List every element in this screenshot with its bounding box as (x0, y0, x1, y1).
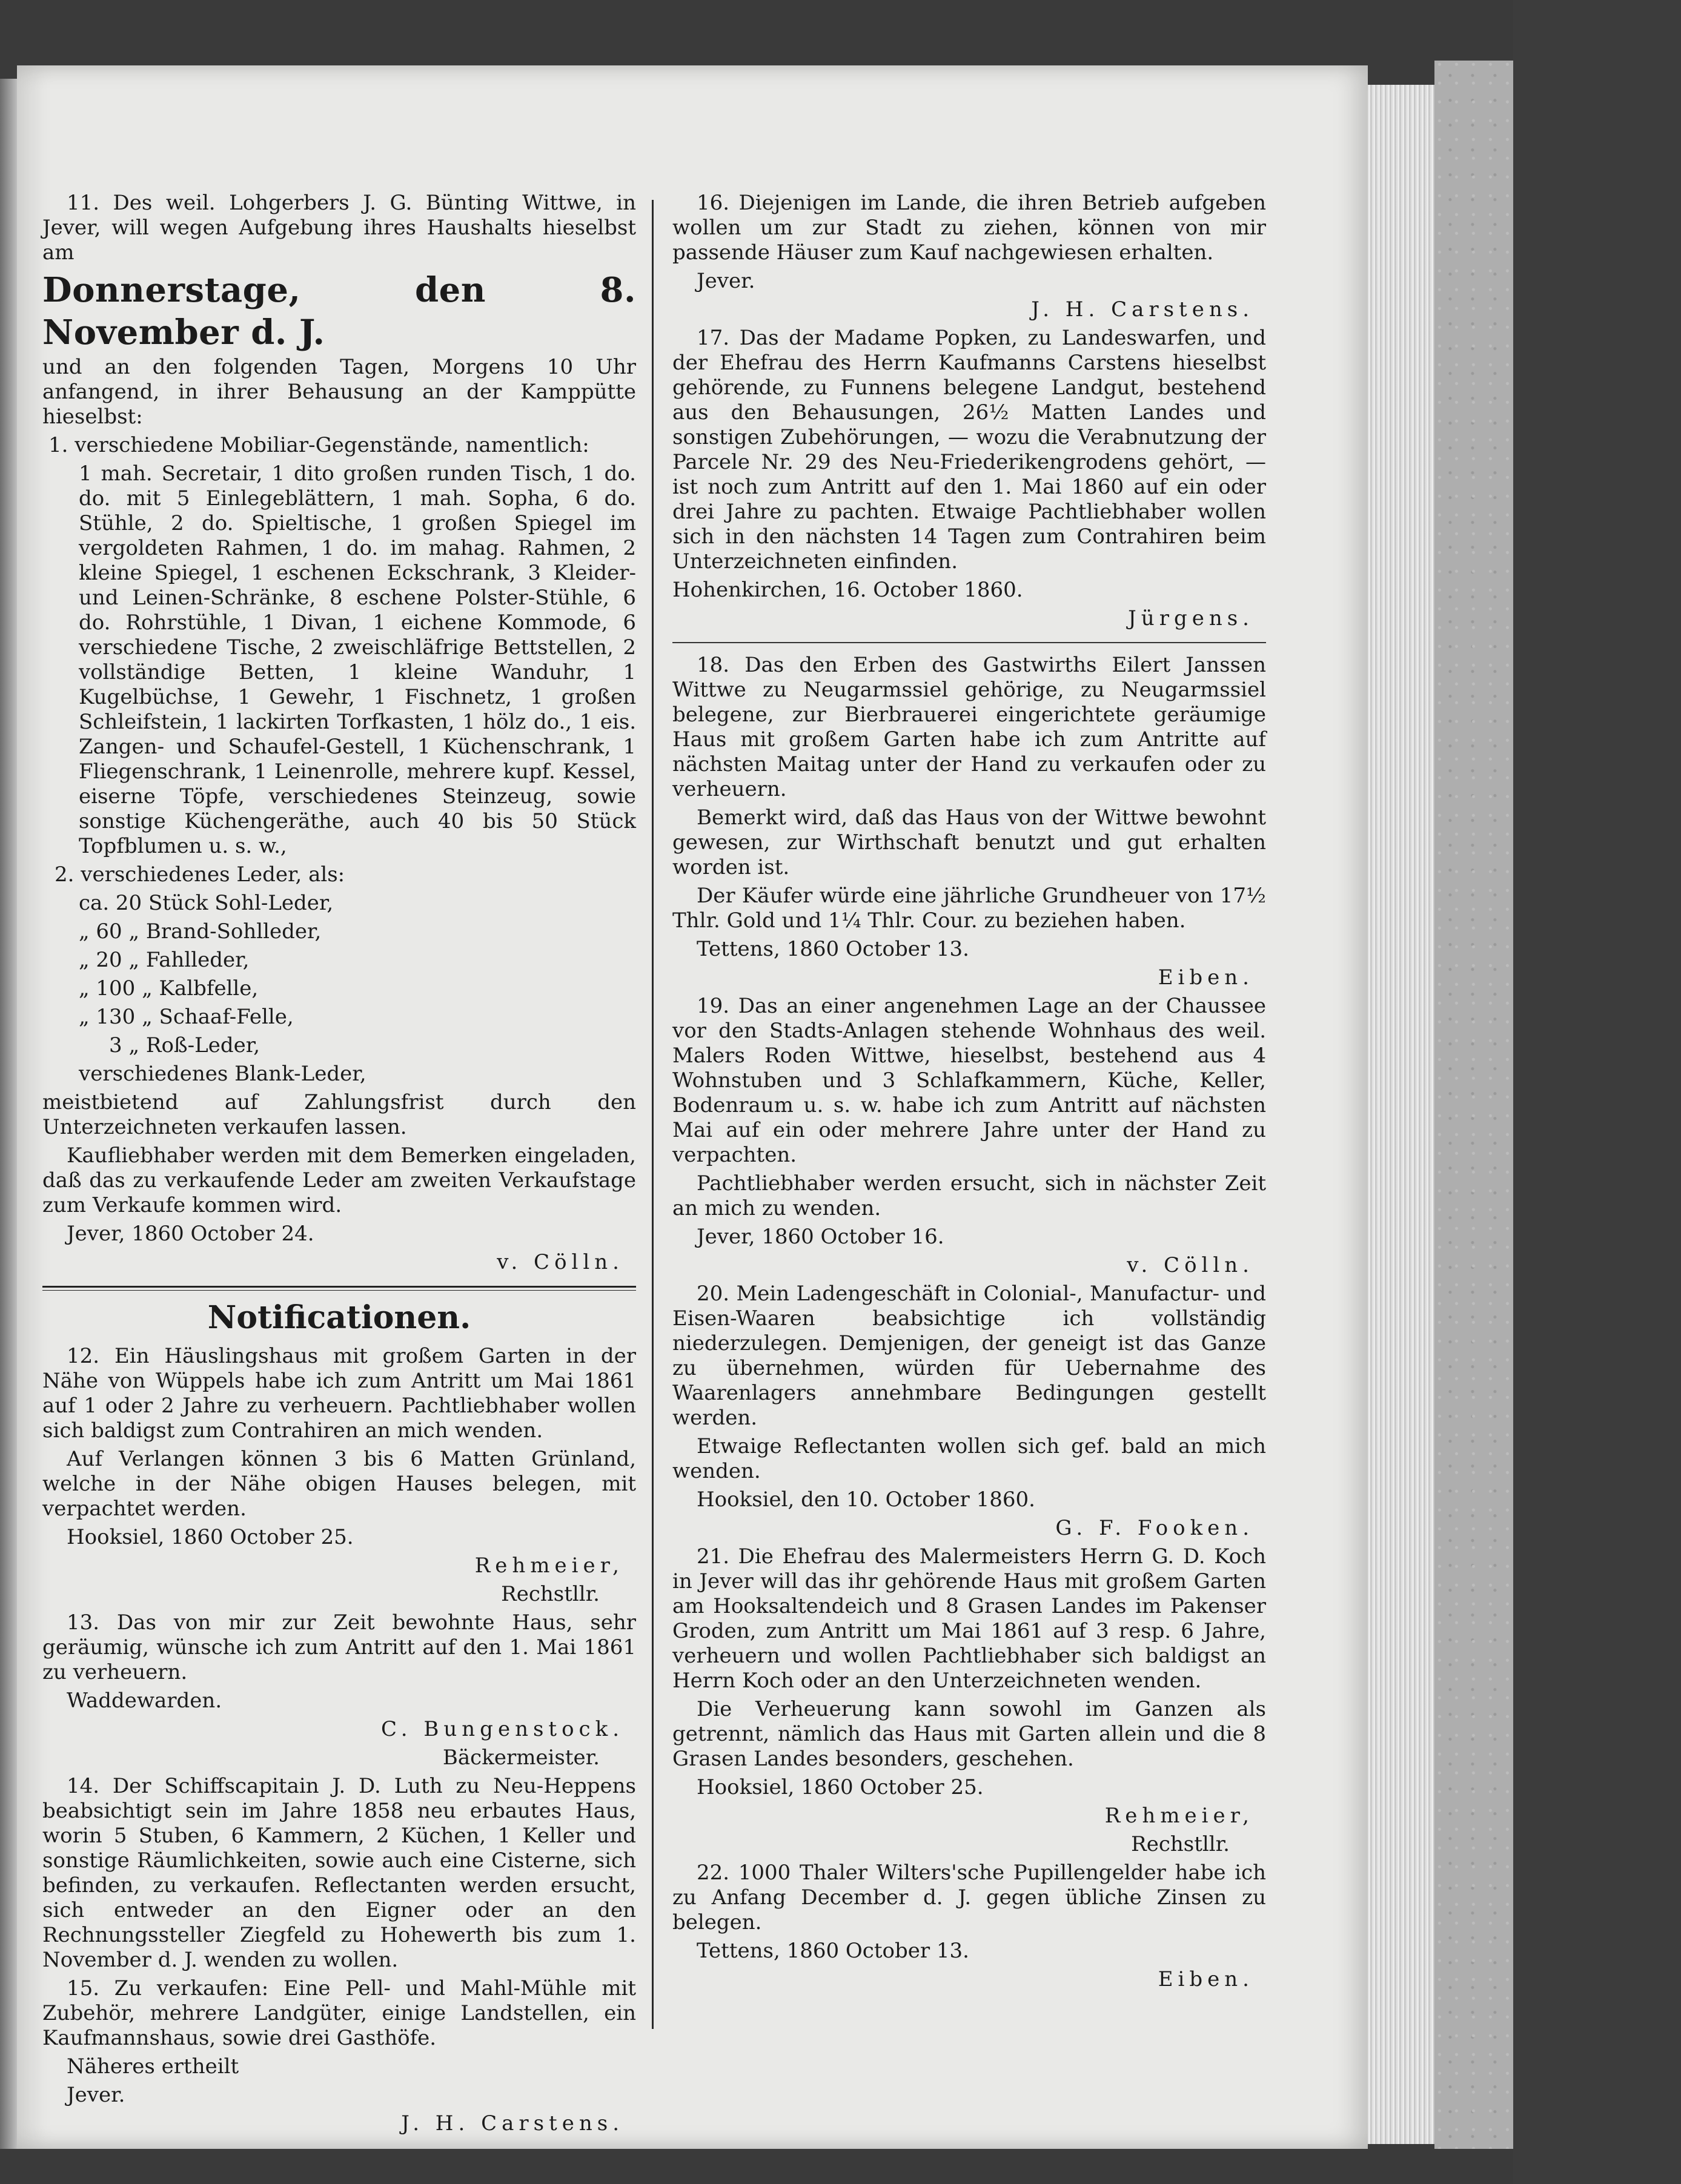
notice-21-signature: Rehmeier, (1104, 1804, 1254, 1828)
column-divider (652, 200, 654, 2029)
notice-14-text: 14. Der Schiffscapitain J. D. Luth zu Neu-Heppens beabsichtigt sein im Jahre 1858 neu erbautes Haus, worin 5 Stuben, 6 Kammern, 2 Küchen, 1 Keller und sonstige Räumlichkeiten, sowie auch eine Cisterne, sich befinden, zu verkaufen. Reflectanten werden ersucht, sich entweder an den Eigner oder an den Rechnungssteller Ziegfeld zu Hohewerth bis zum 1. November d. J. wenden zu wollen. (42, 1774, 636, 1972)
notice-16-text: 16. Diejenigen im Lande, die ihren Betrieb aufgeben wollen um zur Stadt zu ziehen, können von mir passende Häuser zum Kauf nachgewiesen erhalten. (672, 191, 1266, 265)
notice-22-place-date: Tettens, 1860 October 13. (697, 1939, 969, 1963)
notice-15-text: 15. Zu verkaufen: Eine Pell- und Mahl-Mühle mit Zubehör, mehrere Landgüter, einige Landstellen, ein Kaufmannshaus, sowie drei Gasthöfe. (42, 1976, 636, 2050)
notice-15-more: Näheres ertheilt (67, 2054, 239, 2079)
right-column (672, 191, 1266, 1996)
notice-22-text: 22. 1000 Thaler Wilters'sche Pupillengelder habe ich zu Anfang December d. J. gegen übliche Zinsen zu belegen. (672, 1861, 1266, 1934)
notice-18-text3: Der Käufer würde eine jährliche Grundheuer von 17½ Thlr. Gold und 1¼ Thlr. Cour. zu beziehen haben. (672, 884, 1266, 933)
notice-18-text: 18. Das den Erben des Gastwirths Eilert Janssen Wittwe zu Neugarmssiel gehörige, zu Neugarmssiel belegene, zur Bierbrauerei eingerichtete geräumige Haus mit großem Garten habe ich zum Antritte auf nächsten Maitag unter der Hand zu verkaufen oder zu verheuern. (672, 653, 1266, 801)
notice-13-signature: C. Bungenstock. (380, 1717, 624, 1741)
notice-11-intro: 11. Des weil. Lohgerbers J. G. Bünting Wittwe, in Jever, will wegen Aufgebung ihres Haushalts hieselbst am (42, 191, 636, 265)
notice-20-text2: Etwaige Reflectanten wollen sich gef. bald an mich wenden. (672, 1434, 1266, 1483)
notice-19-signature: v. Cölln. (1127, 1253, 1254, 1277)
book-cover-edge (1434, 61, 1513, 2168)
background-right (1513, 0, 1681, 2184)
notice-21-title: Rechstllr. (1131, 1832, 1230, 1856)
background-top (0, 0, 1513, 65)
notice-12-text2: Auf Verlangen können 3 bis 6 Matten Grünland, welche in der Nähe obigen Hauses belegen, mit verpachtet werden. (42, 1447, 636, 1521)
leather-item: ca. 20 Stück Sohl-Leder, (79, 891, 334, 915)
notice-18-place-date: Tettens, 1860 October 13. (697, 937, 969, 961)
notice-16-signature: J. H. Carstens. (1031, 297, 1254, 322)
notice-12-title: Rechstllr. (501, 1582, 600, 1606)
notice-13-text: 13. Das von mir zur Zeit bewohnte Haus, sehr geräumig, wünsche ich zum Antritt auf den 1. Mai 1861 zu verheuern. (42, 1610, 636, 1684)
section-divider (42, 1286, 636, 1291)
notice-11-closing: meistbietend auf Zahlungsfrist durch den Unterzeichneten verkaufen lassen. (42, 1090, 636, 1139)
notice-20-place-date: Hooksiel, den 10. October 1860. (697, 1487, 1035, 1512)
background-bottom (0, 2149, 1513, 2184)
notice-18-signature: Eiben. (1158, 965, 1254, 990)
notice-15-place: Jever. (67, 2083, 125, 2107)
notice-17-text: 17. Das der Madame Popken, zu Landeswarfen, und der Ehefrau des Herrn Kaufmanns Carstens hieselbst gehörende, zu Funnens belegene Landgut, bestehend aus den Behausungen, 26½ Matten Landes und sonstigen Zubehörungen, — wozu die Verabnutzung der Parcele Nr. 29 des Neu-Friederikengrodens gehört, — ist noch zum Antritt auf den 1. Mai 1860 auf ein oder drei Jahre zu pachten. Etwaige Pachtliebhaber wollen sich in den nächsten 14 Tagen zum Contrahiren beim Unterzeichneten einfinden. (672, 326, 1266, 574)
notice-11-note: Kaufliebhaber werden mit dem Bemerken eingeladen, daß das zu verkaufende Leder am zweiten Verkaufstage zum Verkaufe kommen wird. (42, 1143, 636, 1217)
leather-item: „ 60 „ Brand-Sohlleder, (79, 919, 322, 944)
notice-17-place-date: Hohenkirchen, 16. October 1860. (672, 578, 1023, 602)
notice-21-place-date: Hooksiel, 1860 October 25. (697, 1775, 984, 1799)
leather-item: „ 20 „ Fahlleder, (79, 948, 250, 972)
page-block-edges (1368, 85, 1434, 2144)
notice-22-signature: Eiben. (1158, 1967, 1254, 1991)
notice-11-headline: Donnerstage, den 8. November d. J. (42, 270, 636, 352)
leather-item: „ 130 „ Schaaf-Felle, (79, 1005, 294, 1029)
leather-item: 3 „ Roß-Leder, (109, 1033, 260, 1057)
notice-18-text2: Bemerkt wird, daß das Haus von der Wittwe bewohnt gewesen, zur Wirthschaft benutzt und gut erhalten worden ist. (672, 806, 1266, 879)
notice-16-place: Jever. (697, 269, 755, 293)
notice-11-item1-title: 1. verschiedene Mobiliar-Gegenstände, namentlich: (48, 433, 589, 457)
notice-13-place: Waddewarden. (67, 1689, 222, 1713)
notice-12-place-date: Hooksiel, 1860 October 25. (67, 1525, 354, 1549)
notice-11-text: und an den folgenden Tagen, Morgens 10 Uhr anfangend, in ihrer Behausung an der Kamppütte hieselbst: (42, 355, 636, 429)
notice-11-place-date: Jever, 1860 October 24. (67, 1222, 314, 1246)
notice-21-text: 21. Die Ehefrau des Malermeisters Herrn G. D. Koch in Jever will das ihr gehörende Haus mit großem Garten am Hooksaltendeich und 8 Grasen Landes im Pakenser Groden, zum Antritt um Mai 1861 auf 3 resp. 6 Jahre, verheuern und wollen Pachtliebhaber sich baldigst an Herrn Koch oder an den Unterzeichneten wenden. (672, 1544, 1266, 1693)
notice-19-text: 19. Das an einer angenehmen Lage an der Chaussee vor den Stadts-Anlagen stehende Wohnhaus des weil. Malers Roden Wittwe, hieselbst, bestehend aus 4 Wohnstuben und 3 Schlafkammern, Küche, Keller, Bodenraum u. s. w. habe ich zum Antritt auf nächsten Mai auf ein oder mehrere Jahre unter der Hand zu verpachten. (672, 994, 1266, 1167)
section-title: Notificationen. (207, 1299, 471, 1336)
notice-11-signature: v. Cölln. (497, 1250, 624, 1274)
notice-divider (672, 642, 1266, 643)
left-column (42, 191, 636, 2140)
leather-item: „ 100 „ Kalbfelle, (79, 976, 259, 1001)
notice-20-text: 20. Mein Ladengeschäft in Colonial-, Manufactur- und Eisen-Waaren beabsichtige ich vollständig niederzulegen. Demjenigen, der geneigt ist das Ganze zu übernehmen, würden für Uebernahme des Waarenlagers annehmbare Bedingungen gestellt werden. (672, 1282, 1266, 1430)
notice-11-item2-title: 2. verschiedenes Leder, als: (55, 862, 345, 887)
notice-19-place-date: Jever, 1860 October 16. (697, 1225, 944, 1249)
notice-20-signature: G. F. Fooken. (1055, 1516, 1254, 1540)
notice-15-signature: J. H. Carstens. (401, 2111, 624, 2136)
notice-12-text: 12. Ein Häuslingshaus mit großem Garten in der Nähe von Wüppels habe ich zum Antritt um Mai 1861 auf 1 oder 2 Jahre zu verheuern. Pachtliebhaber wollen sich baldigst zum Contrahiren an mich wenden. (42, 1344, 636, 1443)
leather-item: verschiedenes Blank-Leder, (79, 1062, 366, 1086)
notice-13-title: Bäckermeister. (442, 1746, 600, 1770)
notice-19-text2: Pachtliebhaber werden ersucht, sich in nächster Zeit an mich zu wenden. (672, 1171, 1266, 1220)
notice-21-text2: Die Verheuerung kann sowohl im Ganzen als getrennt, nämlich das Haus mit Garten allein und die 8 Grasen Landes besonders, geschehen. (672, 1697, 1266, 1771)
facing-page-edge (0, 79, 17, 2184)
notice-11-item1-list: 1 mah. Secretair, 1 dito großen runden Tisch, 1 do. do. mit 5 Einlegeblättern, 1 mah. Sopha, 6 do. Stühle, 2 do. Spieltische, 1 großen Spiegel im vergoldeten Rahmen, 1 do. im mahag. Rahmen, 2 kleine Spiegel, 1 eschenen Eckschrank, 3 Kleider- und Leinen-Schränke, 8 eschene Polster-Stühle, 6 do. Rohrstühle, 1 Divan, 1 eichene Kommode, 6 verschiedene Tische, 2 zweischläfrige Bettstellen, 2 vollständige Betten, 1 kleine Wanduhr, 1 Kugelbüchse, 1 Gewehr, 1 Fischnetz, 1 großen Schleifstein, 1 lackirten Torfkasten, 1 hölz do., 1 eis. Zangen- und Schaufel-Gestell, 1 Küchenschrank, 1 Fliegenschrank, 1 Leinenrolle, mehrere kupf. Kessel, eiserne Töpfe, verschiedenes Steinzeug, sowie sonstige Küchengeräthe, auch 40 bis 50 Stück Topfblumen u. s. w., (79, 462, 636, 858)
notice-17-signature: Jürgens. (1128, 606, 1254, 630)
notice-12-signature: Rehmeier, (474, 1554, 624, 1578)
